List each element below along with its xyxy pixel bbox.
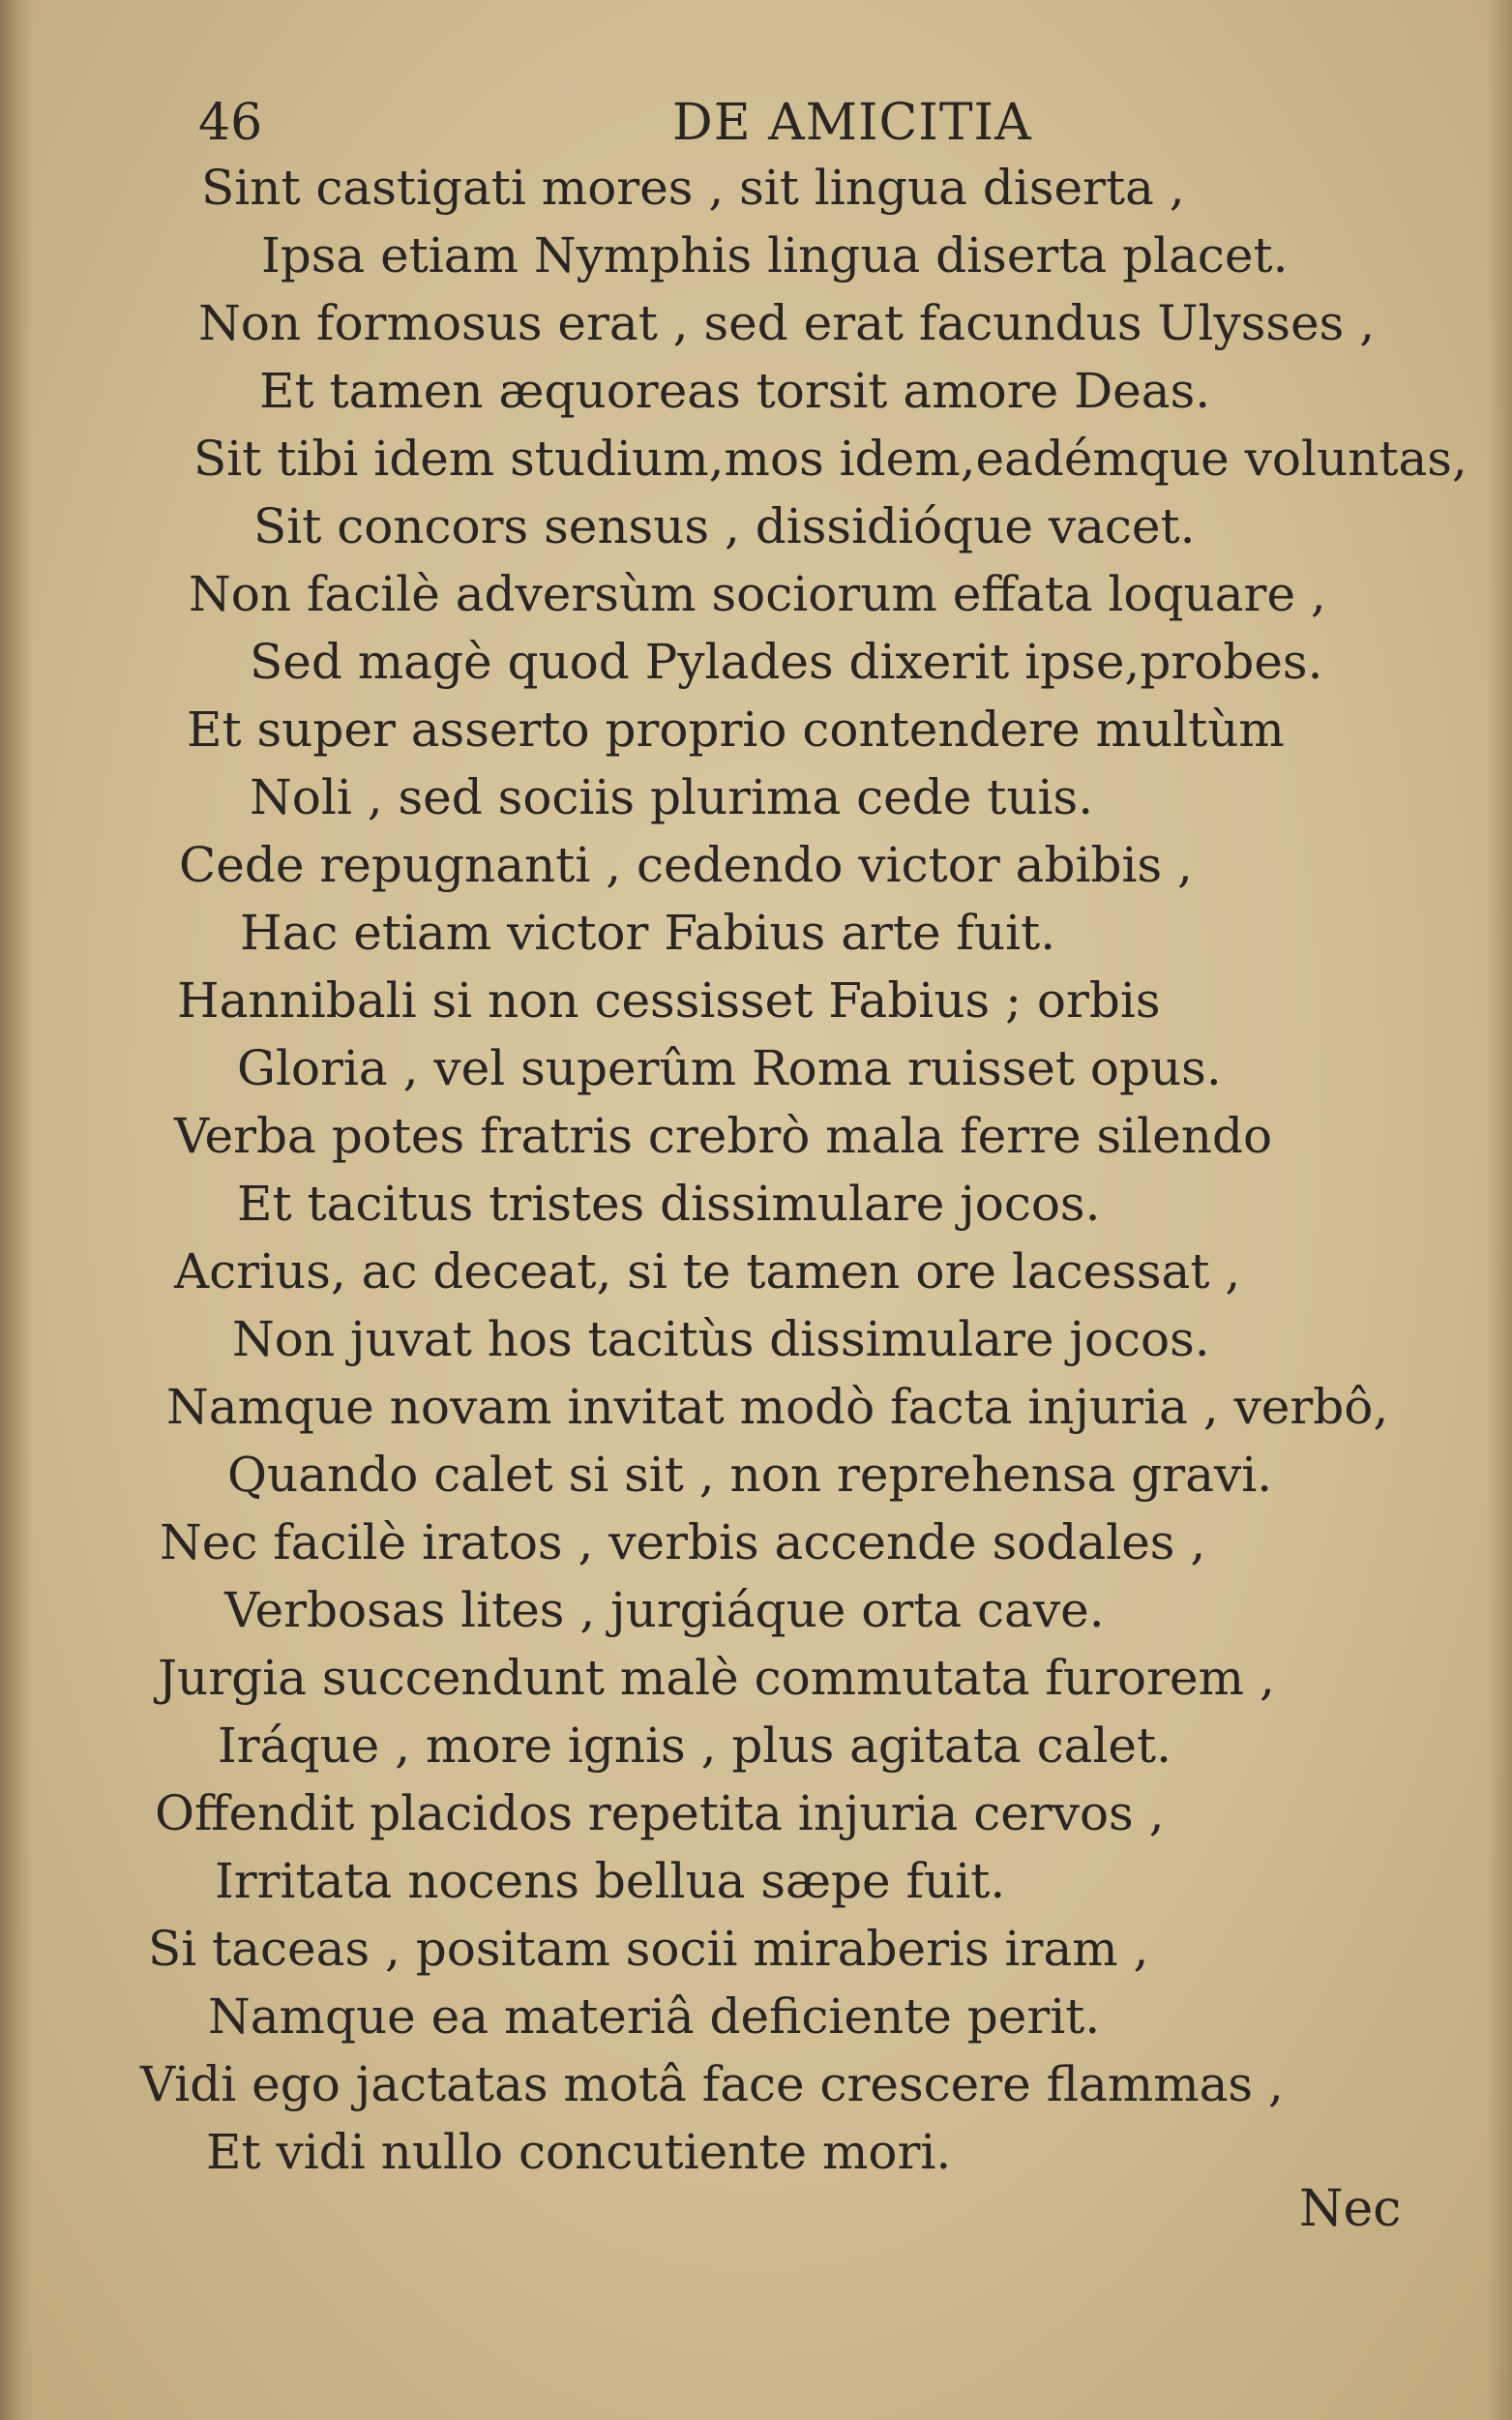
verse-line: Non facilè adversùm sociorum effata loquare , <box>189 566 1326 622</box>
running-title: DE AMICITIA <box>672 94 1032 152</box>
verse-line: Ipsa etiam Nymphis lingua diserta placet. <box>261 227 1289 284</box>
verse-line: Non formosus erat , sed erat facundus Ulysses , <box>198 295 1376 351</box>
verse-line: Et tamen æquoreas torsit amore Deas. <box>259 363 1211 419</box>
verse-line: Sit concors sensus , dissidióque vacet. <box>253 498 1196 554</box>
page-header <box>0 89 1512 157</box>
verse-line: Namque ea materiâ deficiente perit. <box>208 1988 1101 2045</box>
verse-line: Jurgia succendunt malè commutata furorem , <box>158 1650 1275 1706</box>
verse-line: Si taceas , positam socii miraberis iram , <box>148 1921 1149 1977</box>
verse-line: Sint castigati mores , sit lingua diserta , <box>201 160 1185 216</box>
verse-line: Irritata nocens bellua sæpe fuit. <box>215 1853 1006 1909</box>
verse-line: Sed magè quod Pylades dixerit ipse,probes. <box>250 634 1323 690</box>
verse-line: Nec facilè iratos , verbis accende sodales , <box>160 1514 1206 1570</box>
verse-line: Namque novam invitat modò facta injuria , verbô, <box>166 1379 1389 1435</box>
verse-line: Et tacitus tristes dissimulare jocos. <box>237 1176 1101 1232</box>
verse-line: Hac etiam victor Fabius arte fuit. <box>240 905 1056 961</box>
verse-line: Et super asserto proprio contendere multùm <box>187 702 1285 758</box>
verse-line: Hannibali si non cessisset Fabius ; orbis <box>177 972 1161 1029</box>
verse-line: Non juvat hos tacitùs dissimulare jocos. <box>232 1311 1210 1367</box>
verse-line: Offendit placidos repetita injuria cervos , <box>155 1785 1165 1841</box>
verse-line: Gloria , vel superûm Roma ruisset opus. <box>237 1040 1222 1096</box>
verse-line: Vidi ego jactatas motâ face crescere flammas , <box>140 2056 1284 2112</box>
page-edge-right <box>1487 0 1512 2420</box>
verse-line: Verba potes fratris crebrò mala ferre silendo <box>174 1108 1273 1164</box>
verse-line: Iráque , more ignis , plus agitata calet. <box>218 1718 1172 1774</box>
verse-line: Verbosas lites , jurgiáque orta cave. <box>224 1582 1105 1638</box>
verse-line: Noli , sed sociis plurima cede tuis. <box>250 769 1094 825</box>
verse-line: Acrius, ac deceat, si te tamen ore lacessat , <box>174 1243 1241 1300</box>
catchword: Nec <box>1299 2180 1402 2238</box>
verse-line: Quando calet si sit , non reprehensa gravi. <box>227 1447 1273 1503</box>
page-edge-left <box>0 0 33 2420</box>
page-number: 46 <box>198 94 263 152</box>
verse-line: Sit tibi idem studium,mos idem,eadémque voluntas, <box>193 431 1468 487</box>
verse-line: Et vidi nullo concutiente mori. <box>206 2124 952 2180</box>
verse-line: Cede repugnanti , cedendo victor abibis , <box>179 837 1193 893</box>
